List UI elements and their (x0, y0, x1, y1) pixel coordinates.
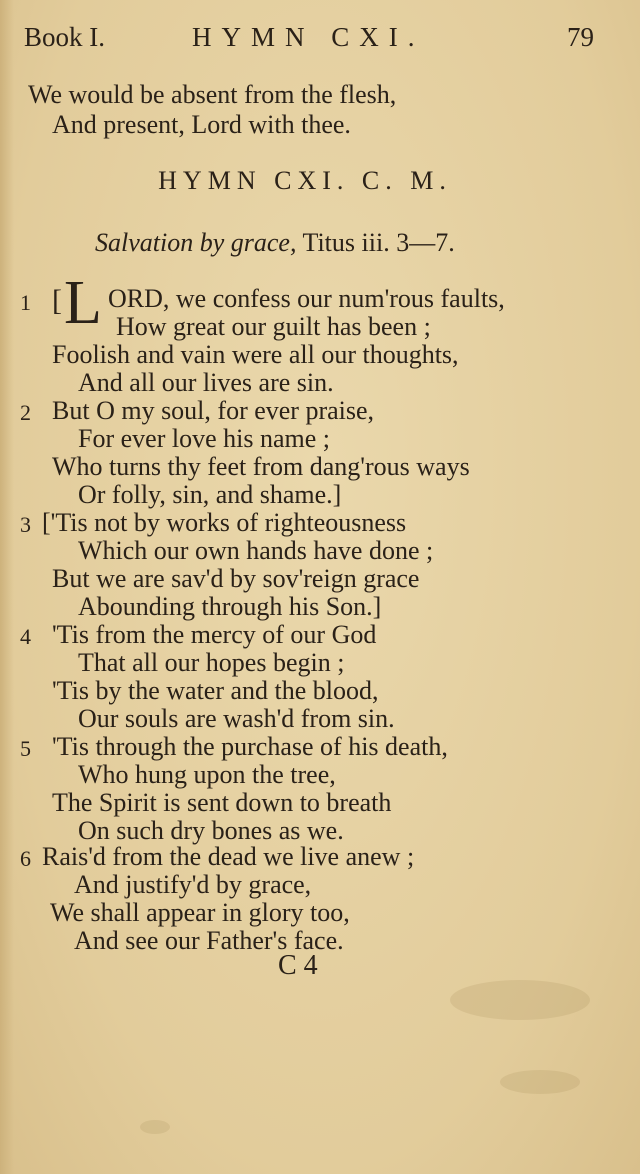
open-bracket: [ (52, 284, 62, 317)
verse-line: And all our lives are sin. (78, 368, 334, 397)
carryover-line: We would be absent from the flesh, (28, 80, 397, 109)
verse-line: We shall appear in glory too, (50, 898, 350, 927)
verse-line: ['Tis not by works of righteousness (42, 508, 407, 537)
hymn-subtitle (95, 228, 455, 258)
carryover-line: And present, Lord with thee. (52, 110, 351, 139)
header-book: Book I. (24, 22, 105, 52)
verse-line: That all our hopes begin ; (78, 648, 345, 677)
verse-line: And justify'd by grace, (74, 870, 312, 899)
verse-line: Who hung upon the tree, (78, 760, 336, 789)
drop-cap: L (64, 269, 102, 337)
verse-line: 'Tis by the water and the blood, (52, 676, 379, 705)
verse-line: 'Tis through the purchase of his death, (52, 732, 448, 761)
subtitle-theme: Salvation by grace, (95, 228, 297, 257)
verse-number: 1 (20, 290, 31, 315)
verse-number: 6 (20, 846, 31, 871)
verse-line: How great our guilt has been ; (116, 312, 431, 341)
paper-stain (500, 1070, 580, 1094)
header-title: HYMN CXI. (192, 22, 425, 52)
verse-number: 4 (20, 624, 31, 649)
running-header (24, 22, 594, 62)
verse-line: Rais'd from the dead we live anew ; (42, 842, 415, 871)
page-number: 79 (567, 22, 594, 52)
paper-stain (450, 980, 590, 1020)
catchword: C 4 (278, 950, 318, 981)
hymn-title: HYMN CXI. C. M. (158, 166, 452, 195)
verse-line: On such dry bones as we. (78, 816, 344, 845)
verse-number: 3 (20, 512, 31, 537)
verse-line: Foolish and vain were all our thoughts, (52, 340, 459, 369)
verse-line: And see our Father's face. (74, 926, 344, 955)
verse-line: Who turns thy feet from dang'rous ways (52, 452, 470, 481)
verse-line: Our souls are wash'd from sin. (78, 704, 395, 733)
verse-line: Which our own hands have done ; (78, 536, 434, 565)
verse-line: Or folly, sin, and shame.] (78, 480, 342, 509)
verse-line: The Spirit is sent down to breath (52, 788, 392, 817)
verse-line: For ever love his name ; (78, 424, 330, 453)
verse-line: 'Tis from the mercy of our God (52, 620, 377, 649)
verse-line: ORD, we confess our num'rous faults, (108, 284, 505, 313)
verse-number: 5 (20, 736, 31, 761)
subtitle-reference: Titus iii. 3—7. (302, 228, 455, 257)
paper-stain (140, 1120, 170, 1134)
verse-line: But we are sav'd by sov'reign grace (52, 564, 420, 593)
verse-number: 2 (20, 400, 31, 425)
verse-line: But O my soul, for ever praise, (52, 396, 375, 425)
verse-line: Abounding through his Son.] (78, 592, 382, 621)
